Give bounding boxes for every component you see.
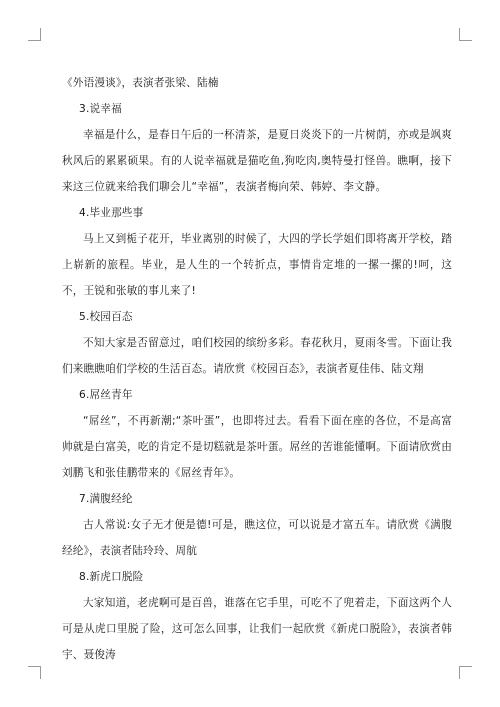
- section-paragraph: 马上又到栀子花开，毕业离别的时候了，大四的学长学姐们即将离开学校，踏上崭新的旅程。毕业，是人生的一个转折点，事情肯定堆的一摞一摞的!呵，这不，王锐和张敏的事儿来了!: [62, 233, 452, 297]
- section-paragraph: 幸福是什么，是春日午后的一杯清茶，是夏日炎炎下的一片树荫，亦或是飒爽秋风后的累累硕果。有的人说幸福就是猫吃鱼,狗吃肉,奥特曼打怪兽。瞧啊，接下来这三位就来给我们聊会儿“幸福”，表演者梅向荣、韩婷、李文静。: [62, 129, 452, 193]
- crop-mark-bottom-left: [28, 666, 41, 679]
- crop-mark-top-left: [28, 28, 41, 41]
- section-paragraph: 大家知道，老虎啊可是百兽，谁落在它手里，可吃不了兜着走，下面这两个人可是从虎口里脱了险，这可怎么回事，让我们一起欣赏《新虎口脱险》，表演者韩宇、聂俊涛: [62, 597, 452, 661]
- section-heading: 8.新虎口脱险: [79, 571, 144, 583]
- paragraph-intro: 《外语漫谈》，表演者张梁、陆楠: [62, 77, 219, 89]
- crop-mark-bottom-right: [459, 666, 472, 679]
- document-body: [62, 70, 452, 668]
- section-paragraph: 不知大家是否留意过，咱们校园的缤纷多彩。春花秋月，夏雨冬雪。下面让我们来瞧瞧咱们学校的生活百态。请欣赏《校园百态》，表演者夏佳伟、陆文翔: [62, 337, 452, 375]
- section-heading: 6.屌丝青年: [79, 389, 133, 401]
- crop-mark-top-right: [459, 28, 472, 41]
- section-heading: 5.校园百态: [79, 311, 133, 323]
- section-paragraph: “屌丝”，不再新潮;“茶叶蛋”，也即将过去。看看下面在座的各位，不是高富帅就是白富美，吃的肯定不是切糕就是茶叶蛋。屌丝的苦谁能懂啊。下面请欣赏由刘鹏飞和张佳鹏带来的《屌丝青年》。: [62, 415, 452, 479]
- section-heading: 7.满腹经纶: [79, 493, 133, 505]
- section-heading: 3.说幸福: [79, 103, 122, 115]
- section-paragraph: 古人常说:女子无才便是德!可是，瞧这位，可以说是才富五车。请欣赏《满腹经纶》，表演者陆玲玲、周航: [62, 519, 452, 557]
- section-heading: 4.毕业那些事: [79, 207, 144, 219]
